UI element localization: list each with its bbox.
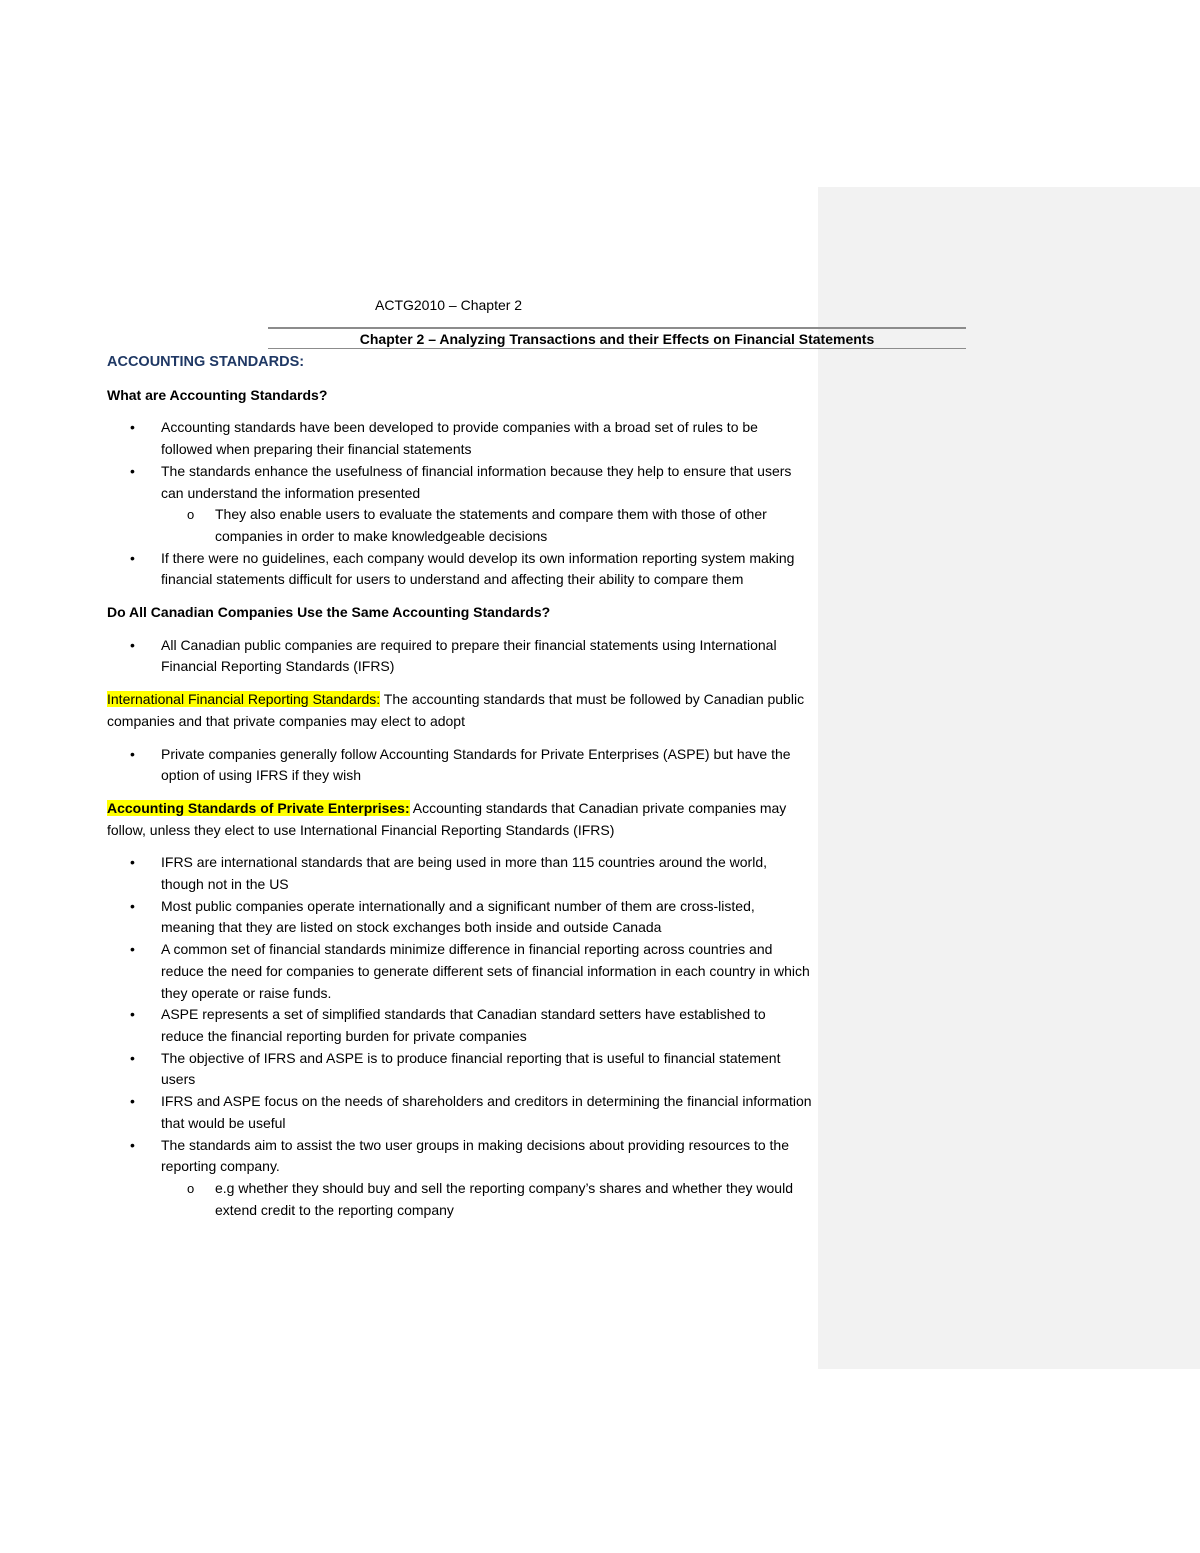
bullet-list <box>107 635 812 678</box>
sub-bullet-list <box>161 504 812 547</box>
bullet-icon: • <box>130 1093 135 1110</box>
chapter-title: Chapter 2 – Analyzing Transactions and their Effects on Financial Statements <box>359 331 875 347</box>
highlighted-term: Accounting Standards of Private Enterprises: <box>107 799 410 816</box>
list-item: • A common set of financial standards minimize difference in financial reporting across countries and reduce the need for companies to generate different sets of financial information in each country in which they operate or raise funds. <box>130 941 810 1001</box>
list-item: • The standards enhance the usefulness of financial information because they help to ensure that users can understand the information presented o They also enable users to evaluate the statements and compare them with those of other companies in order to make knowledgeable decisions <box>107 461 812 548</box>
bullet-list <box>107 744 812 787</box>
bullet-icon: • <box>130 1049 135 1066</box>
list-item: • Accounting standards have been developed to provide companies with a broad set of rules to be followed when preparing their financial statements <box>130 419 758 458</box>
section-heading: ACCOUNTING STANDARDS: <box>107 354 305 370</box>
bullet-list <box>107 852 812 1221</box>
question-heading: Do All Canadian Companies Use the Same Accounting Standards? <box>107 604 551 621</box>
bullet-icon: • <box>130 419 135 436</box>
highlighted-term: International Financial Reporting Standards <box>107 691 377 708</box>
list-item: • The objective of IFRS and ASPE is to produce financial reporting that is useful to financial statement users <box>130 1049 781 1088</box>
definition-paragraph <box>107 798 812 841</box>
bullet-icon: • <box>130 1136 135 1153</box>
bullet-list <box>107 417 812 591</box>
bullet-icon: • <box>130 897 135 914</box>
sub-list-item: o They also enable users to evaluate the statements and compare them with those of other companies in order to make knowledgeable decisions <box>187 506 767 544</box>
bullet-icon: • <box>130 745 135 762</box>
list-item: • IFRS and ASPE focus on the needs of shareholders and creditors in determining the financial information that would be useful <box>130 1093 812 1131</box>
sub-bullet-icon: o <box>187 507 195 523</box>
definition-paragraph <box>107 689 812 732</box>
list-item: • ASPE represents a set of simplified standards that Canadian standard setters have established to reduce the financial reporting burden for private companies <box>130 1006 766 1044</box>
sub-bullet-list <box>161 1178 812 1221</box>
header-rule-bottom <box>268 348 966 349</box>
bullet-icon: • <box>130 941 135 958</box>
definition-text: The accounting standards that must be followed by Canadian public companies and that private companies may elect to adopt <box>107 691 805 729</box>
bullet-icon: • <box>130 854 135 871</box>
document-header: ACTG2010 – Chapter 2 <box>375 297 523 313</box>
bullet-icon: • <box>130 549 135 566</box>
list-item: • If there were no guidelines, each company would develop its own information reporting system making financial statements difficult for users to understand and affecting their ability to compare them <box>130 549 795 588</box>
bullet-icon: • <box>130 636 135 653</box>
list-item: • IFRS are international standards that are being used in more than 115 countries around the world, though not in the US <box>130 854 767 893</box>
definition-text: Accounting standards that Canadian private companies may follow, unless they elect to use International Financial Reporting Standards (IFRS) <box>107 799 787 838</box>
bullet-icon: • <box>130 462 135 479</box>
term-colon: : <box>376 691 381 708</box>
question-heading: What are Accounting Standards? <box>107 386 328 403</box>
list-item: • The standards aim to assist the two user groups in making decisions about providing resources to the reporting company. o e.g whether they should buy and sell the reporting company’s shares and whether they would extend credit to the reporting company <box>107 1135 812 1222</box>
sub-list-item: o e.g whether they should buy and sell the reporting company’s shares and whether they would extend credit to the reporting company <box>187 1179 793 1218</box>
header-rule-top <box>268 327 966 329</box>
document-body <box>107 352 812 1232</box>
list-item: • Most public companies operate internationally and a significant number of them are cross-listed, meaning that they are listed on stock exchanges both inside and outside Canada <box>130 897 755 936</box>
sub-bullet-icon: o <box>187 1180 195 1196</box>
bullet-icon: • <box>130 1006 135 1023</box>
list-item: • All Canadian public companies are required to prepare their financial statements using International Financial Reporting Standards (IFRS) <box>130 636 777 675</box>
list-item: • Private companies generally follow Accounting Standards for Private Enterprises (ASPE) but have the option of using IFRS if they wish <box>130 745 791 784</box>
